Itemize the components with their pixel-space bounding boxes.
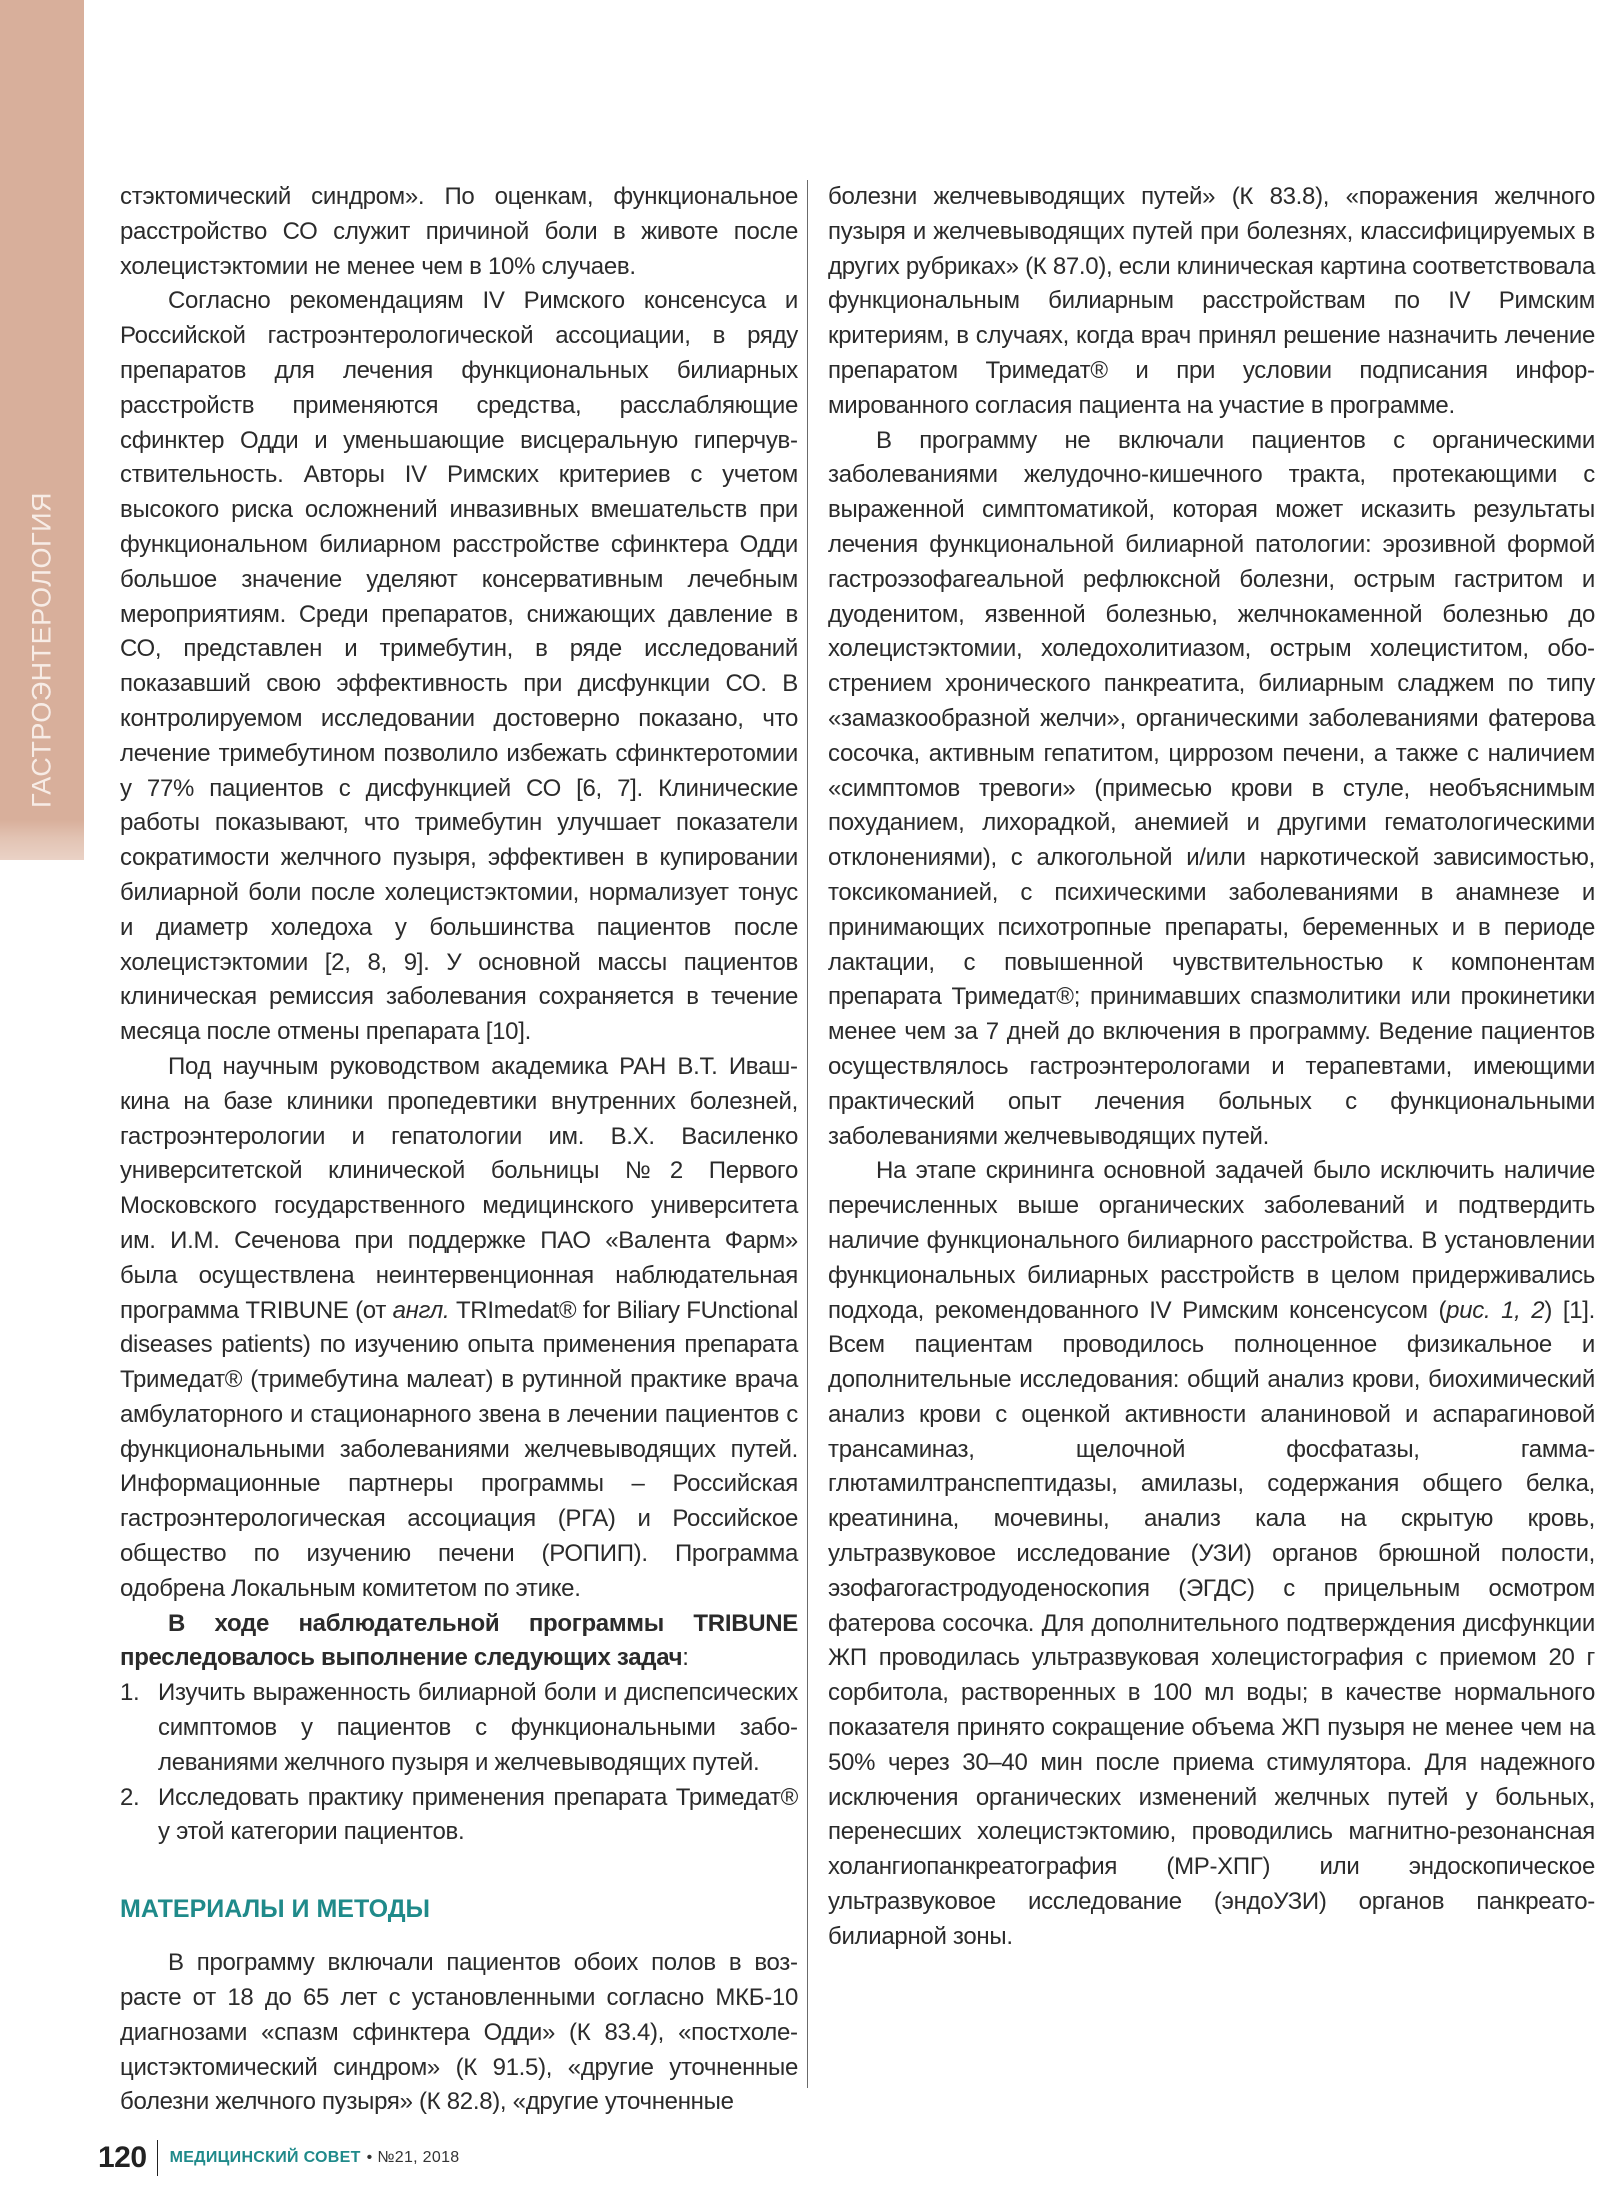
text-run: Под научным руководством академика РАН В.Т. Ивашкина на базе клиники пропедевтики внутренних болезней, гастроэнтерологии и гепатологии им. В.Х. Василенко университетской клинической больницы №2 Первого Московского государственного медицинского университета им. И.М. Сеченова при поддержке ПАО «Валента Фарм» была осуществлена неинтервенционная наблюдательная программа TRIBUNE (от	[120, 1052, 798, 1324]
left-column	[120, 180, 798, 2120]
text-run: На этапе скрининга основной задачей было исключить наличие перечисленных выше органических заболеваний и подтвердить наличие функционального билиарного расстройства. В установлении функциональных билиарных расстройств в целом придерживались подхода, рекомендованного IV Римским консенсусом (	[828, 1157, 1595, 1324]
column-divider	[807, 180, 808, 2088]
section-label: ГАСТРОЭНТЕРОЛОГИЯ	[26, 491, 57, 809]
page-footer	[98, 2138, 459, 2178]
text-run: :	[682, 1644, 689, 1672]
paragraph: В программу не включали пациентов с органическими заболеваниями желудочно-кишечного тракта, протекающими с выраженной симптоматикой, которая может исказить результаты лечения функциональной билиарной патологии: эрозивной формой гастроэзофагеальной рефлюксной болезни, острым гастритом и дуоденитом, язвенной болезнью, желчнокаменной болезнью до холецистэктомии, холедохолитиазом, острым холециститом, обострением хронического панкреатита, билиарным сладжем по типу «замазкообразной желчи», органическими заболеваниями фатерова сосочка, активным гепатитом, циррозом печени, а также с наличием «симптомов тревоги» (примесью крови в стуле, необъяснимым похуданием, лихорадкой, анемией и другими гематологическими отклонениями), с алкогольной и/или наркотической зависимостью, токсикоманией, с психическими заболеваниями в анамнезе и принимающих психотропные препараты, беременных и в периоде лактации, с повышенной чувствительностью к компонентам препарата Тримедат®; принимавших спазмолитики или прокинетики менее чем за 7 дней до включения в программу. Ведение пациентов осуществлялось гастроэнтерологами и терапевтами, имеющими практический опыт лечения больных с функциональными заболеваниями желчевыводящих путей.	[828, 426, 1595, 1150]
journal-name: МЕДИЦИНСКИЙ СОВЕТ	[169, 2149, 361, 2166]
footer-divider	[157, 2140, 158, 2176]
list-item	[120, 1781, 798, 1851]
paragraph	[828, 1154, 1595, 1954]
task-list	[120, 1676, 798, 1850]
list-text: Исследовать практику применения препарата Тримедат® у этой категории пациентов.	[158, 1783, 798, 1846]
paragraph	[120, 1050, 798, 1607]
paragraph: болезни желчевыводящих путей» (К 83.8), «поражения желчного пузыря и желчевыводящих путей при болезнях, классифицируемых в других рубриках» (К 87.0), если клиническая картина соответствовала функциональным билиарным расстройствам по IV Римским критериям, в случаях, когда врач принял решение назначить лечение препаратом Тримедат® и при условии подписания информированного согласия пациента на участие в программе.	[828, 183, 1595, 419]
section-heading: МАТЕРИАЛЫ И МЕТОДЫ	[120, 1895, 431, 1924]
paragraph: В программу включали пациентов обоих полов в возрасте от 18 до 65 лет с установленными согласно МКБ-10 диагнозами «спазм сфинктера Одди» (К 83.4), «постхолецистэктомический синдром» (К 91.5), «другие уточненные болезни желчного пузыря» (К 82.8), «другие уточненные	[120, 1949, 798, 2116]
text-run: TRImedat® for Biliary FUnctional diseases patients) по изучению опыта применения препарата Тримедат® (тримебутина малеат) в рутинной практике врача амбулаторного и стационарного звена в лечении пациентов с функциональными заболеваниями желчевыводящих путей. Информационные партнеры программы – Российская гастроэнтерологическая ассоциация (РГА) и Российское общество по изучению печени (РОПИП). Программа одобрена Локальным комитетом по этике.	[120, 1296, 798, 1602]
italic-text: англ.	[392, 1296, 450, 1324]
list-text: Изучить выраженность билиарной боли и диспепсических симптомов у пациентов с функциональными заболеваниями желчного пузыря и желчевыводящих путей.	[158, 1679, 798, 1776]
issue-info: • №21, 2018	[366, 2149, 460, 2166]
section-label-container	[0, 0, 84, 820]
text-run: ) [1]. Всем пациентам проводилось полноценное физикальное и дополнительные исследования: общий анализ крови, биохимический анализ крови с оценкой активности аланиновой и аспарагиновой трансаминаз, щелочной фосфатазы, гамма-глютамилтранспептидазы, амилазы, содержания общего белка, креатинина, мочевины, анализ кала на скрытую кровь, ультразвуковое исследование (УЗИ) органов брюшной полости, эзофагогастродуоденоскопия (ЭГДС) с прицельным осмотром фатерова сосочка. Для дополнительного подтверждения дисфункции ЖП проводилась ультразвуковая холецистография с приемом 20 г сорбитола, растворенных в 100 мл воды; в качестве нормального показателя принято сокращение объема ЖП пузыря не менее чем на 50% через 30–40 мин после приема стимулятора. Для надежного исключения органических изменений желчных путей у больных, перенесших холецистэктомию, проводились магнитно-резонансная холангиопанкреатография (МР-ХПГ) или эндоскопическое ультразвуковое исследование (эндоУЗИ) органов панкреато-билиарной зоны.	[828, 1296, 1595, 1950]
paragraph: стэктомический синдром». По оценкам, функциональное расстройство СО служит причиной боли в животе после холецистэктомии не менее чем в 10% случаев.	[120, 183, 798, 280]
page-number: 120	[98, 2141, 147, 2174]
list-item	[120, 1676, 798, 1780]
italic-text: рис. 1, 2	[1446, 1296, 1545, 1324]
bold-text: В ходе наблюдательной программы TRIBUNE преследовалось выполнение следующих задач	[120, 1609, 798, 1672]
right-column	[828, 180, 1595, 1955]
list-number: 1.	[120, 1679, 140, 1707]
paragraph	[120, 1607, 798, 1677]
paragraph: Согласно рекомендациям IV Римского консенсуса и Российской гастроэнтерологической ассоциации, в ряду препаратов для лечения функциональных билиарных расстройств применяются средства, расслабляющие сфинктер Одди и уменьшающие висцеральную гиперчувствительность. Авторы IV Римских критериев с учетом высокого риска осложнений инвазивных вмешательств при функциональном билиарном расстройстве сфинктера Одди большое значение уделяют консервативным лечебным мероприятиям. Среди препаратов, снижающих давление в СО, представлен и тримебутин, в ряде исследований показавший свою эффективность при дисфункции СО. В контролируемом исследовании достоверно показано, что лечение тримебутином позволило избежать сфинктеротомии у 77% пациентов с дисфункцией СО [6, 7]. Клинические работы показывают, что тримебутин улучшает показатели сократимости желчного пузыря, эффективен в купировании билиарной боли после холецистэктомии, нормализует тонус и диаметр холедоха у большинства пациентов после холецистэктомии [2, 8, 9]. У основной массы пациентов клиническая ремиссия заболевания сохраняется в течение месяца после отмены препарата [10].	[120, 287, 798, 1046]
list-number: 2.	[120, 1783, 140, 1811]
